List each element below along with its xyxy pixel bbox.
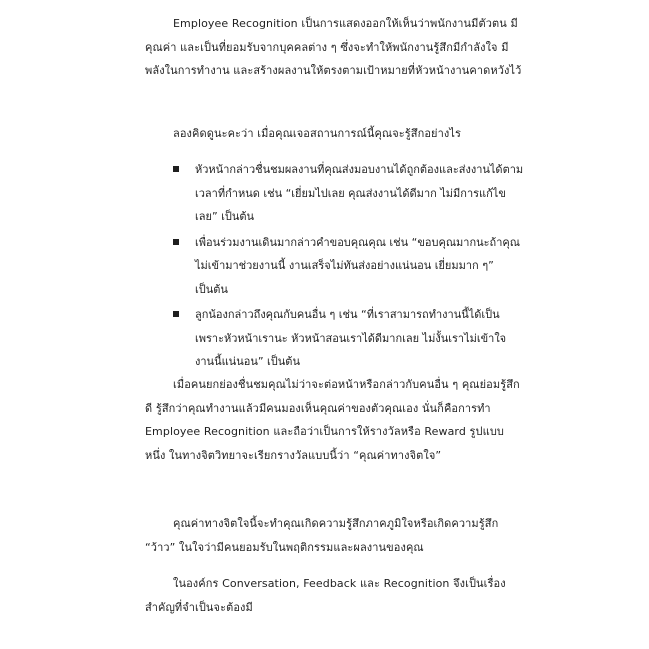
prompt-section (173, 122, 525, 146)
intro-section (145, 12, 523, 83)
situation-list (173, 158, 525, 376)
square-bullet-icon (173, 166, 179, 172)
recognition-section (145, 373, 523, 467)
paragraph-intro: Employee Recognition เป็นการแสดงออกให้เห็นว่าพนักงานมีตัวตน มีคุณค่า และเป็นที่ยอมรับจากบุคคลต่าง ๆ ซึ่งจะทำให้พนักงานรู้สึกมีกำลังใจ มีพลังในการทำงาน และสร้างผลงานให้ตรงตามเป้าหมายที่หัวหน้างานคาดหวังไว้ (145, 17, 522, 77)
list-item-text: ลูกน้องกล่าวถึงคุณกับคนอื่น ๆ เช่น “ที่เราสามารถทำงานนี้ได้เป็นเพราะหัวหน้าเรานะ หัวหน้าสอนเราได้ดีมากเลย ไม่งั้นเราไม่เข้าใจงานนี้แน่นอน” เป็นต้น (195, 308, 507, 368)
conclusion-section (145, 572, 523, 619)
paragraph-conclusion: ในองค์กร Conversation, Feedback และ Recognition จึงเป็นเรื่องสำคัญที่จำเป็นจะต้องมี (145, 577, 506, 614)
square-bullet-icon (173, 239, 179, 245)
list-item (173, 158, 525, 229)
square-bullet-icon (173, 311, 179, 317)
list-item (173, 303, 525, 374)
paragraph-recognition: เมื่อคนยกย่องชื่นชมคุณไม่ว่าจะต่อหน้าหรือกล่าวกับคนอื่น ๆ คุณย่อมรู้สึกดี รู้สึกว่าคุณทำงานแล้วมีคนมองเห็นคุณค่าของตัวคุณเอง นั่นก็คือการทำ Employee Recognition และถือว่าเป็นการให้รางวัลหรือ Reward รูปแบบหนึ่ง ในทางจิตวิทยาจะเรียกรางวัลแบบนี้ว่า “คุณค่าทางจิตใจ” (145, 378, 520, 462)
list-item-text: เพื่อนร่วมงานเดินมากล่าวคำขอบคุณคุณ เช่น “ขอบคุณมากนะถ้าคุณไม่เข้ามาช่วยงานนี้ งานเสร็จไม่ทันส่งอย่างแน่นอน เยี่ยมมาก ๆ” เป็นต้น (195, 235, 520, 296)
list-item-text: หัวหน้ากล่าวชื่นชมผลงานที่คุณส่งมอบงานได้ถูกต้องและส่งงานได้ตามเวลาที่กำหนด เช่น “เยี่ยมไปเลย คุณส่งงานได้ดีมาก ไม่มีการแก้ไขเลย” เป็นต้น (195, 163, 524, 223)
list-item (173, 231, 525, 302)
paragraph-psychological-value: คุณค่าทางจิตใจนี้จะทำคุณเกิดความรู้สึกภาคภูมิใจหรือเกิดความรู้สึก “ว้าว” ในใจว่ามีคนยอมรับในพฤติกรรมและผลงานของคุณ (145, 517, 499, 554)
psychological-value-section (145, 512, 523, 559)
paragraph-prompt: ลองคิดดูนะคะว่า เมื่อคุณเจอสถานการณ์นี้คุณจะรู้สึกอย่างไร (173, 127, 461, 140)
